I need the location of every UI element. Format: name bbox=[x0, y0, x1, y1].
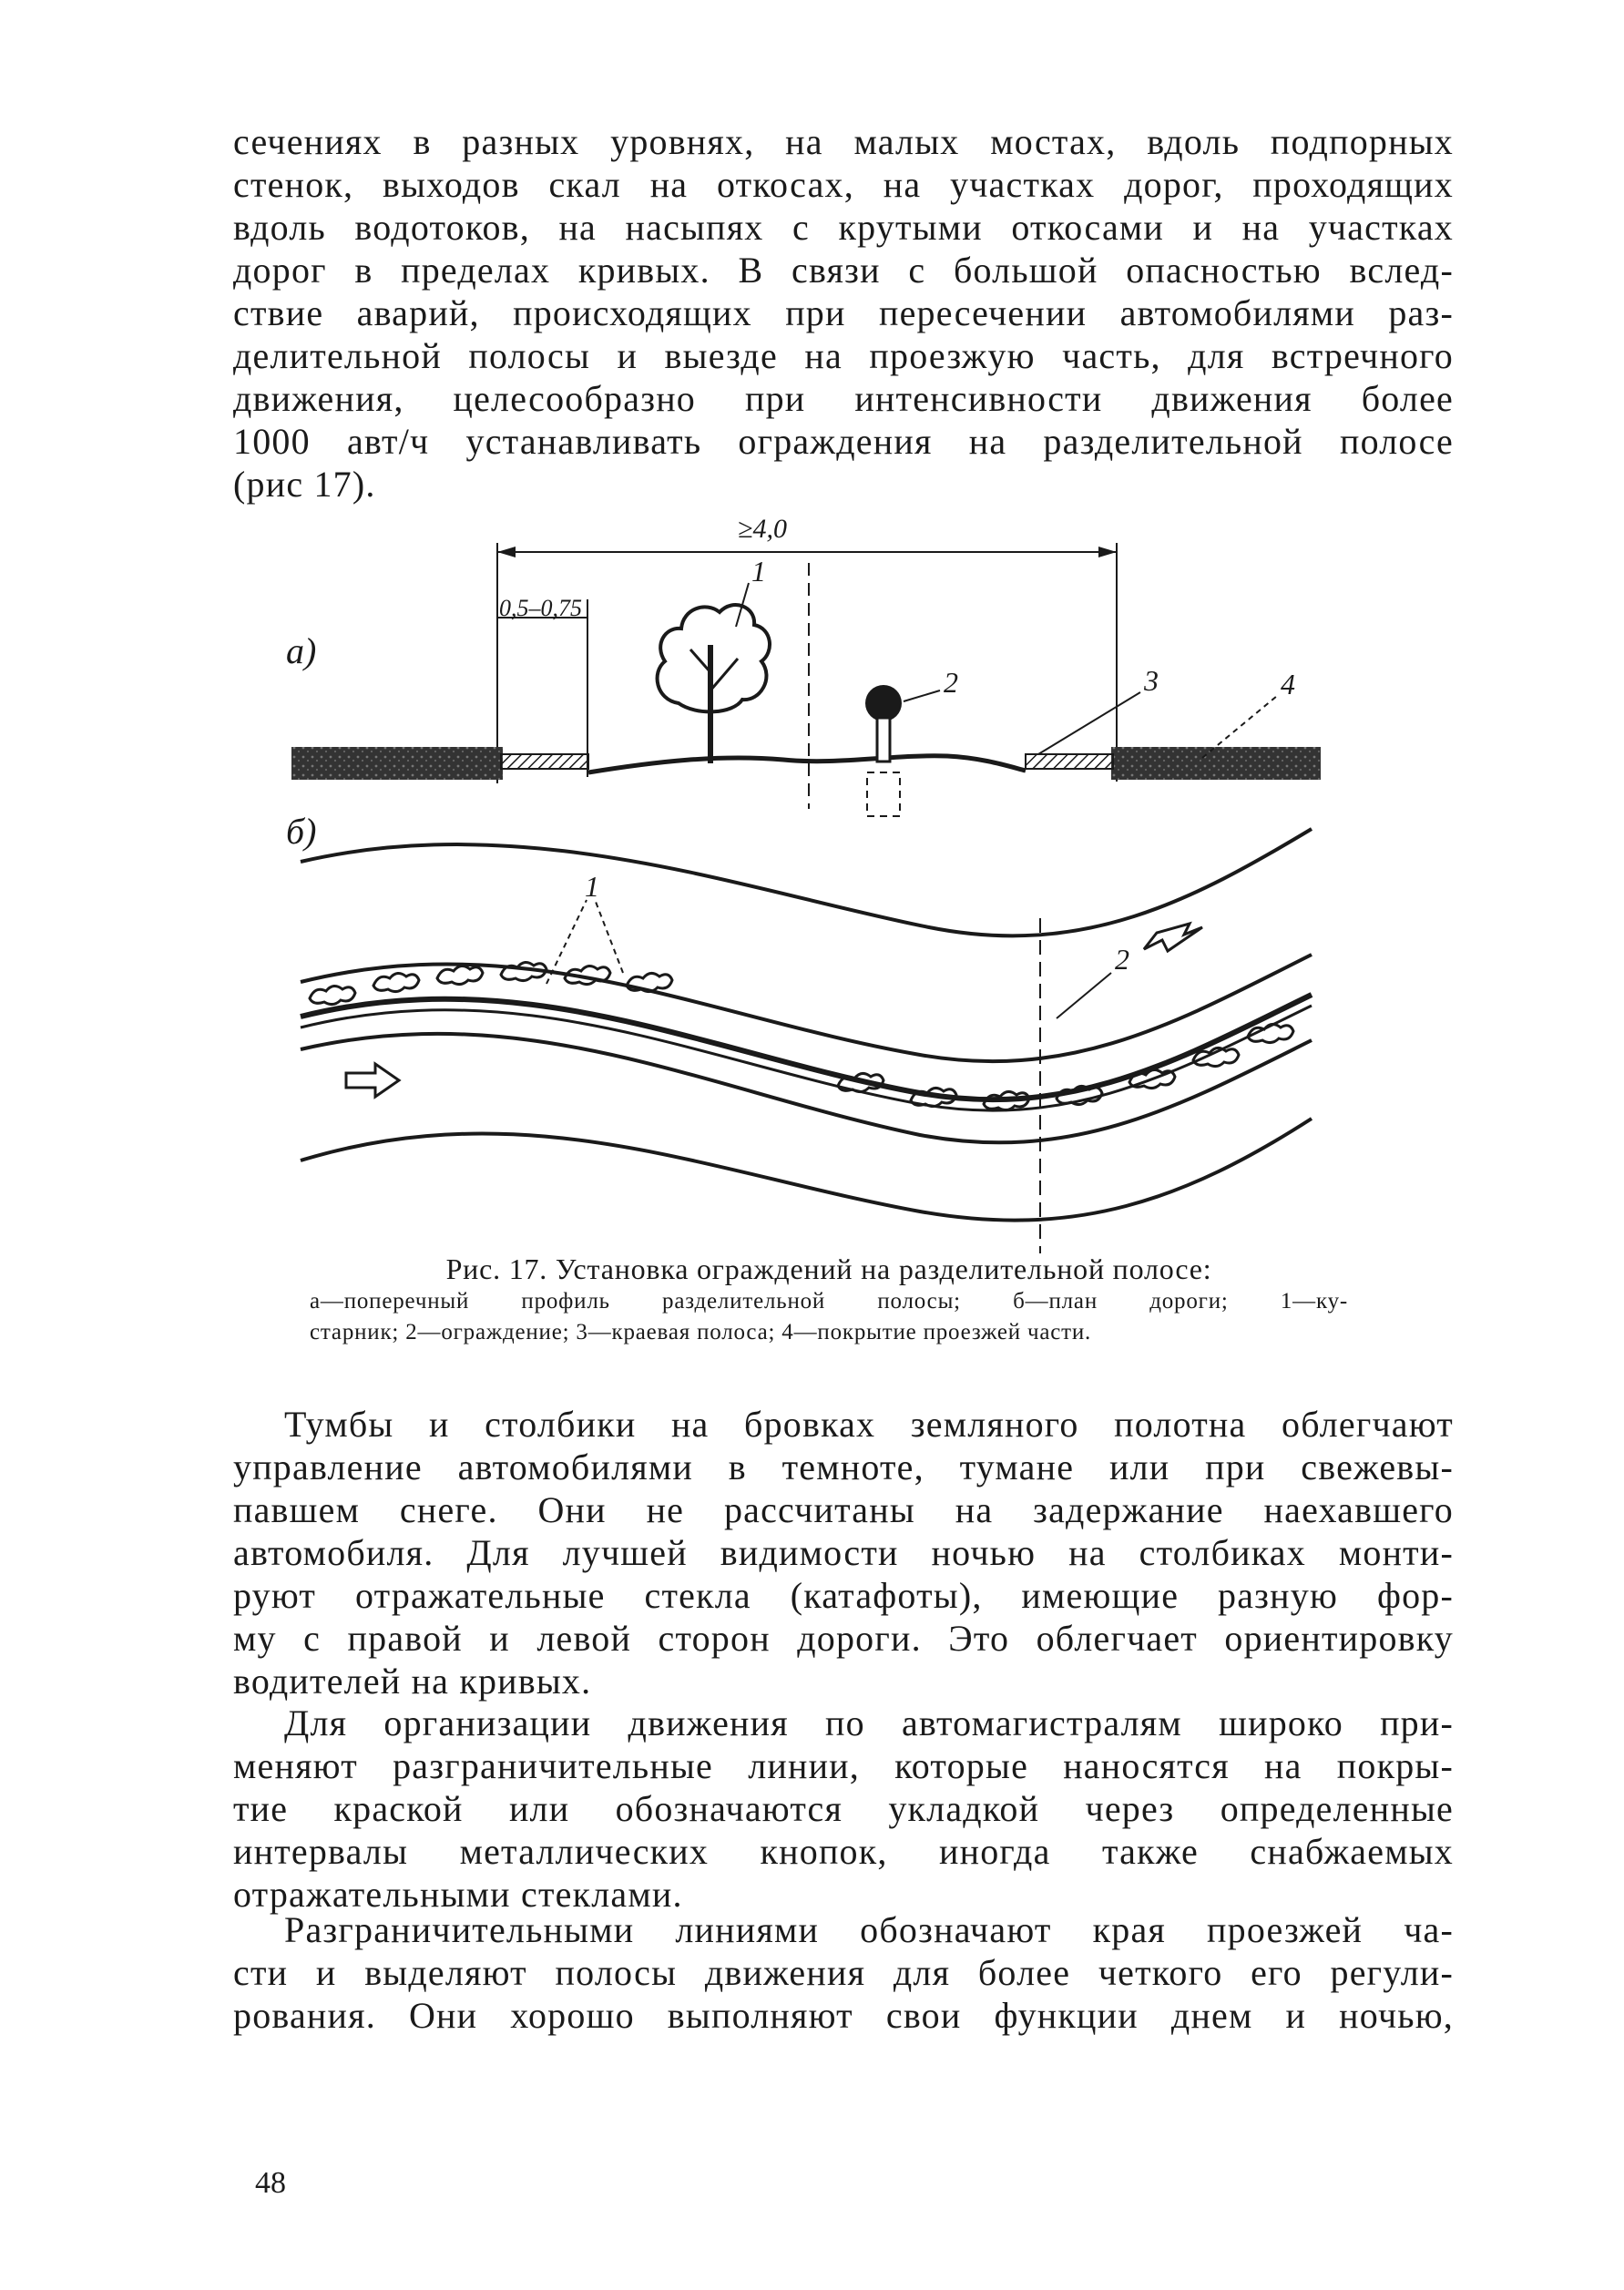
text-line: делительной полосы и выезде на проезжую часть, для встречного bbox=[233, 335, 1454, 376]
paragraph-1 bbox=[233, 120, 1454, 506]
median-line-2 bbox=[301, 1006, 1312, 1110]
pavement-right bbox=[1111, 747, 1321, 780]
text-line: отражательными стеклами. bbox=[233, 1874, 683, 1915]
text-line: руют отражательные стекла (катафоты), имеющие разную фор- bbox=[233, 1575, 1454, 1616]
text-line: 1000 авт/ч устанавливать ограждения на разделительной полосе bbox=[233, 421, 1454, 462]
road-edge-bottom-inner bbox=[301, 1034, 1312, 1142]
text-line: сечениях в разных уровнях, на малых мостах, вдоль подпорных bbox=[233, 121, 1454, 162]
text-line: Разграничительными линиями обозначают края проезжей ча- bbox=[284, 1909, 1454, 1950]
callout-barrier-a: 2 bbox=[944, 666, 958, 699]
text-line: тие краской или обозначаются укладкой через определенные bbox=[233, 1788, 1454, 1829]
panel-a-cross-section bbox=[286, 514, 1321, 816]
paragraph-3 bbox=[233, 1702, 1454, 1916]
callout-shrubs-b: 1 bbox=[585, 870, 599, 903]
page-number: 48 bbox=[255, 2166, 286, 2200]
edge-strip-left bbox=[501, 754, 588, 769]
road-outer-edge-bottom bbox=[301, 1119, 1312, 1221]
text-line: стенок, выходов скал на откосах, на участках дорог, проходящих bbox=[233, 164, 1454, 205]
text-line: управление автомобилями в темноте, тумане или при свежевы- bbox=[233, 1447, 1454, 1487]
total-width-dimension bbox=[497, 514, 1117, 783]
text-line: водителей на кривых. bbox=[233, 1661, 592, 1702]
barrier-post-icon bbox=[865, 685, 902, 816]
figure-17 bbox=[286, 499, 1348, 1253]
panel-b-road-plan bbox=[286, 811, 1312, 1253]
text-line: ствие аварий, происходящих при пересечении автомобилями раз- bbox=[233, 292, 1454, 333]
text-line: сти и выделяют полосы движения для более четкого его регули- bbox=[233, 1952, 1454, 1993]
text-line: вдоль водотоков, на насыпях с крутыми откосами и на участках bbox=[233, 207, 1454, 248]
callout-edge-strip: 3 bbox=[1144, 664, 1159, 697]
edge-strip-right bbox=[1026, 754, 1113, 769]
caption-title: Рис. 17. Установка ограждений на разделительной полосе: bbox=[445, 1252, 1212, 1285]
caption-line: а—поперечный профиль разделительной полосы; б—план дороги; 1—ку- bbox=[310, 1289, 1348, 1314]
text-line: рования. Они хорошо выполняют свои функции днем и ночью, bbox=[233, 1995, 1454, 2036]
road-divider-drawing bbox=[286, 499, 1348, 1253]
traffic-arrow-left-icon bbox=[346, 1064, 399, 1097]
text-line: автомобиля. Для лучшей видимости ночью на столбиках монти- bbox=[233, 1532, 1454, 1573]
callout-pavement: 4 bbox=[1281, 668, 1295, 700]
road-outer-edge-top bbox=[301, 829, 1312, 935]
caption-line: старник; 2—ограждение; 3—краевая полоса; 4—покрытие проезжей части. bbox=[310, 1320, 1092, 1344]
median-ground bbox=[588, 756, 1026, 772]
traffic-arrow-right-icon bbox=[1144, 924, 1202, 951]
text-line: меняют разграничительные линии, которые наносятся на покры- bbox=[233, 1745, 1454, 1786]
paragraph-4 bbox=[233, 1908, 1454, 2037]
shrub-icon bbox=[658, 605, 770, 763]
panel-a-label: а) bbox=[286, 630, 317, 671]
text-line: дорог в пределах кривых. В связи с большой опасностью вслед- bbox=[233, 250, 1454, 291]
pavement-left bbox=[291, 747, 503, 780]
dimension-label-total: ≥4,0 bbox=[738, 514, 787, 544]
text-line: павшем снеге. Они не рассчитаны на задержание наехавшего bbox=[233, 1489, 1454, 1530]
text-line: Для организации движения по автомагистралям широко при- bbox=[284, 1702, 1454, 1743]
callout-barrier-b: 2 bbox=[1115, 943, 1129, 976]
callout-leaders-b bbox=[546, 900, 1111, 1018]
dimension-label-edge: 0,5–0,75 bbox=[499, 595, 582, 621]
text-line: (рис 17). bbox=[233, 464, 376, 505]
paragraph-2 bbox=[233, 1403, 1454, 1702]
text-line: му с правой и левой сторон дороги. Это облегчает ориентировку bbox=[233, 1618, 1454, 1659]
callout-leaders-a bbox=[736, 583, 1277, 758]
text-line: Тумбы и столбики на бровках земляного полотна облегчают bbox=[284, 1404, 1454, 1445]
text-line: интервалы металлических кнопок, иногда также снабжаемых bbox=[233, 1831, 1454, 1872]
figure-caption bbox=[310, 1252, 1348, 1348]
panel-b-label: б) bbox=[286, 811, 317, 852]
callout-shrubs-a: 1 bbox=[751, 555, 766, 588]
text-line: движения, целесообразно при интенсивности движения более bbox=[233, 378, 1454, 419]
edge-width-dimension bbox=[497, 595, 587, 777]
